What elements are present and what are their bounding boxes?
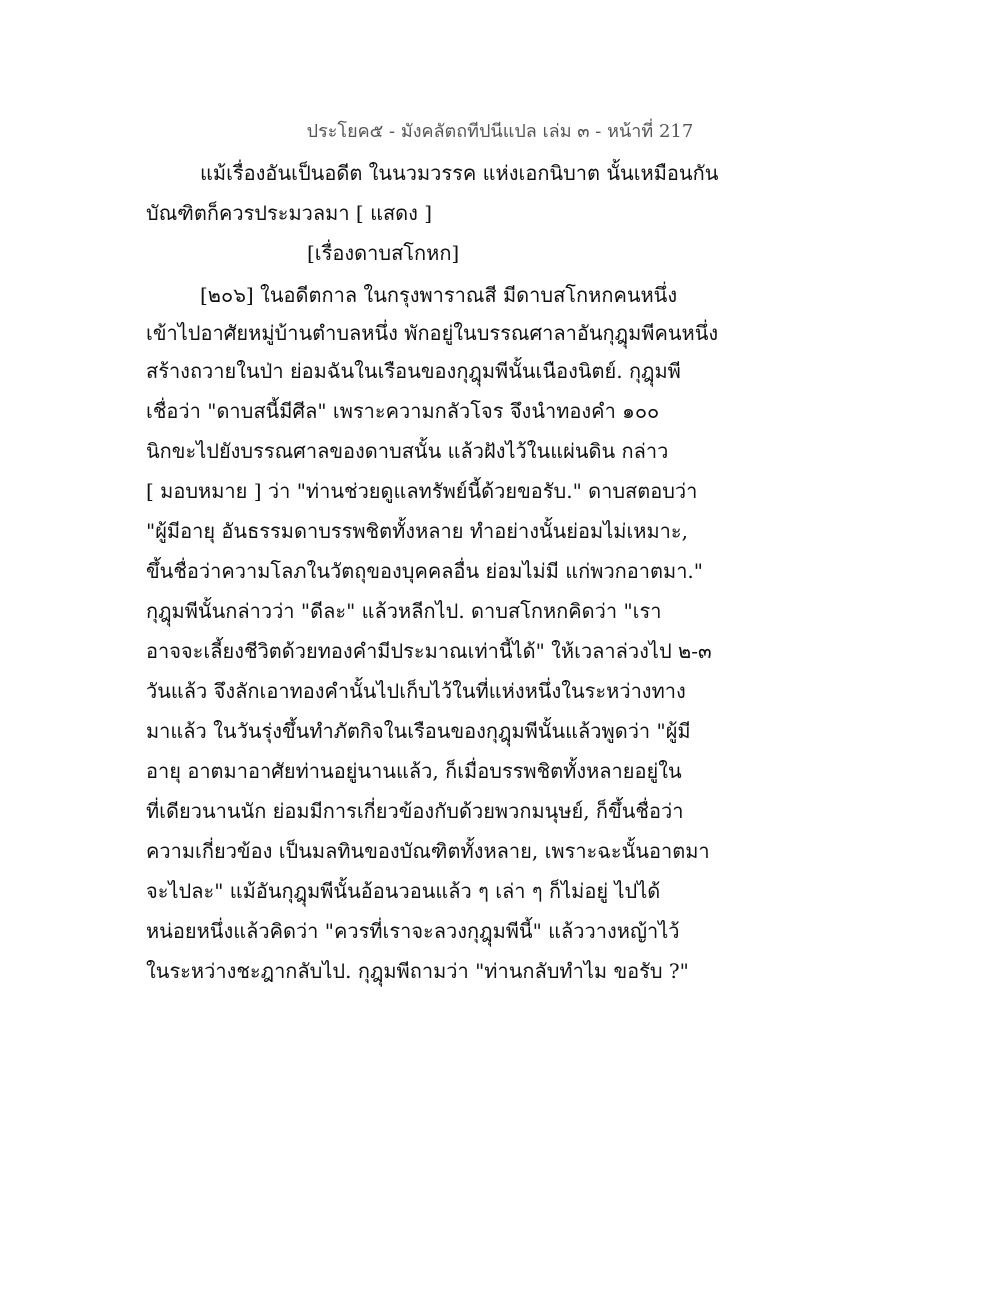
text-line: เชื่อว่า "ดาบสนี้มีศีล" เพราะความกลัวโจร จึงนำทองคำ ๑๐๐ [146,399,660,423]
text-line: [๒๐๖] ในอดีตกาล ในกรุงพาราณสี มีดาบสโกหกคนหนึ่ง [200,283,678,307]
text-line: บัณฑิตก็ควรประมวลมา [ แสดง ] [146,201,433,225]
text-line: เข้าไปอาศัยหมู่บ้านตำบลหนึ่ง พักอยู่ในบรรณศาลาอันกุฎุมพีคนหนึ่ง [146,321,719,345]
text-line: มาแล้ว ในวันรุ่งขึ้นทำภัตกิจในเรือนของกุฎุมพีนั้นแล้วพูดว่า "ผู้มี [146,719,691,743]
text-line: กุฎุมพีนั้นกล่าวว่า "ดีละ" แล้วหลีกไป. ดาบสโกหกคิดว่า "เรา [146,599,662,623]
page-header: ประโยค๕ - มังคลัตถทีปนีแปล เล่ม ๓ - หน้าที่ 217 [306,121,694,142]
text-line: [ มอบหมาย ] ว่า "ท่านช่วยดูแลทรัพย์นี้ด้วยขอรับ." ดาบสตอบว่า [146,479,698,503]
text-line: แม้เรื่องอันเป็นอดีต ในนวมวรรค แห่งเอกนิบาต นั้นเหมือนกัน [200,161,719,185]
text-line: วันแล้ว จึงลักเอาทองคำนั้นไปเก็บไว้ในที่แห่งหนึ่งในระหว่างทาง [146,679,686,703]
text-line: "ผู้มีอายุ อันธรรมดาบรรพชิตทั้งหลาย ทำอย่างนั้นย่อมไม่เหมาะ, [146,519,688,543]
text-line: อายุ อาตมาอาศัยท่านอยู่นานแล้ว, ก็เมื่อบรรพชิตทั้งหลายอยู่ใน [146,759,682,783]
text-line: อาจจะเลี้ยงชีวิตด้วยทองคำมีประมาณเท่านี้ได้" ให้เวลาล่วงไป ๒-๓ [146,639,712,663]
text-line: จะไปละ" แม้อันกุฎุมพีนั้นอ้อนวอนแล้ว ๆ เล่า ๆ ก็ไม่อยู่ ไปได้ [146,879,661,903]
text-line: ขึ้นชื่อว่าความโลภในวัตถุของบุคคลอื่น ย่อมไม่มี แก่พวกอาตมา." [146,559,703,583]
section-heading: [เรื่องดาบสโกหก] [307,241,460,265]
text-line: ที่เดียวนานนัก ย่อมมีการเกี่ยวข้องกับด้วยพวกมนุษย์, ก็ขึ้นชื่อว่า [146,799,684,823]
text-line: ความเกี่ยวข้อง เป็นมลทินของบัณฑิตทั้งหลาย, เพราะฉะนั้นอาตมา [146,839,710,863]
text-line: หน่อยหนึ่งแล้วคิดว่า "ควรที่เราจะลวงกุฎุมพีนี้" แล้ววางหญ้าไว้ [146,919,680,943]
text-line: นิกขะไปยังบรรณศาลของดาบสนั้น แล้วฝังไว้ในแผ่นดิน กล่าว [146,439,669,463]
text-line: ในระหว่างชะฎากลับไป. กุฎุมพีถามว่า "ท่านกลับทำไม ขอรับ ?" [146,959,689,983]
text-line: สร้างถวายในป่า ย่อมฉันในเรือนของกุฎุมพีนั้นเนืองนิตย์. กุฎุมพี [146,359,681,383]
